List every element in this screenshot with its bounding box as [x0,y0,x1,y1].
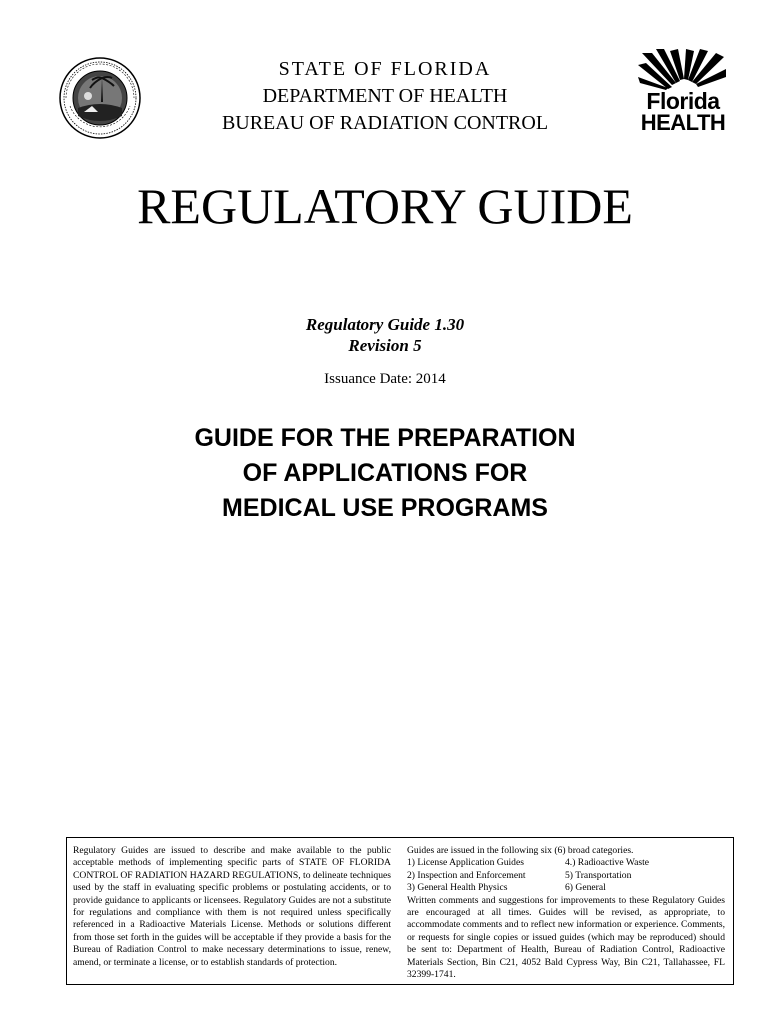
guide-revision: Revision 5 [348,336,422,355]
footer-notice-box [66,837,734,985]
category-item: 4.) Radioactive Waste [565,857,650,869]
category-item: 2) Inspection and Enforcement [407,869,526,881]
document-title: REGULATORY GUIDE [137,178,633,234]
logo-health: HEALTH [640,110,726,135]
category-row [407,870,725,882]
main-title-line-2: OF APPLICATIONS FOR [242,459,528,487]
logo-florida: Florida [646,88,720,114]
guide-identifier [0,314,770,356]
guide-number: Regulatory Guide 1.30 [305,315,465,334]
category-item: 3) General Health Physics [407,882,508,894]
footer-right-column [407,845,725,981]
guide-main-title [0,421,770,526]
main-title-line-1: GUIDE FOR THE PREPARATION [194,424,576,452]
agency-header [150,56,620,137]
florida-health-logo-text [640,90,726,134]
bureau-name: BUREAU OF RADIATION CONTROL [221,112,549,134]
footer-left-paragraph: Regulatory Guides are issued to describe and make available to the public acceptable methods of implementing specific parts of STATE OF FLORIDA CONTROL OF RADIATION HAZARD REGULATIONS, to delineate techniques used by the staff in evaluating specific problems or postulating accidents, or to provide guidance to applicants or licensees. Regulatory Guides are not a substitute for regulations and compliance with them is not required unless specifically referenced in a Radioactive Materials License. Methods or solutions different from those set forth in the guides will be acceptable if they provide a basis for the Bureau of Radiation Control to make necessary determinations to issue, renew, amend, or terminate a license, or to establish standards of protection. [73,845,391,968]
category-row [407,882,725,894]
comments-paragraph: Written comments and suggestions for improvements to these Regulatory Guides are encouraged at all times. Guides will be revised, as appropriate, to accommodate comments and to reflect new information or experience. Comments, or requests for single copies or issued guides (which may be reproduced) should be sent to: Department of Health, Bureau of Radiation Control, Radioactive Materials Section, Bin C21, 4052 Bald Cypress Way, Bin C21, Tallahassee, FL 32399-1741. [407,894,725,981]
department-name: DEPARTMENT OF HEALTH [262,85,508,107]
main-title-line-3: MEDICAL USE PROGRAMS [222,494,548,522]
category-item: 1) License Application Guides [407,857,524,869]
category-item: 5) Transportation [565,869,632,881]
categories-intro: Guides are issued in the following six (6) broad categories. [407,845,634,856]
state-seal-icon [58,56,142,140]
category-row [407,857,725,869]
state-name: STATE OF FLORIDA [278,58,492,80]
issuance-date: Issuance Date: 2014 [324,371,446,387]
categories-list [407,857,725,894]
category-item: 6) General [565,882,606,894]
